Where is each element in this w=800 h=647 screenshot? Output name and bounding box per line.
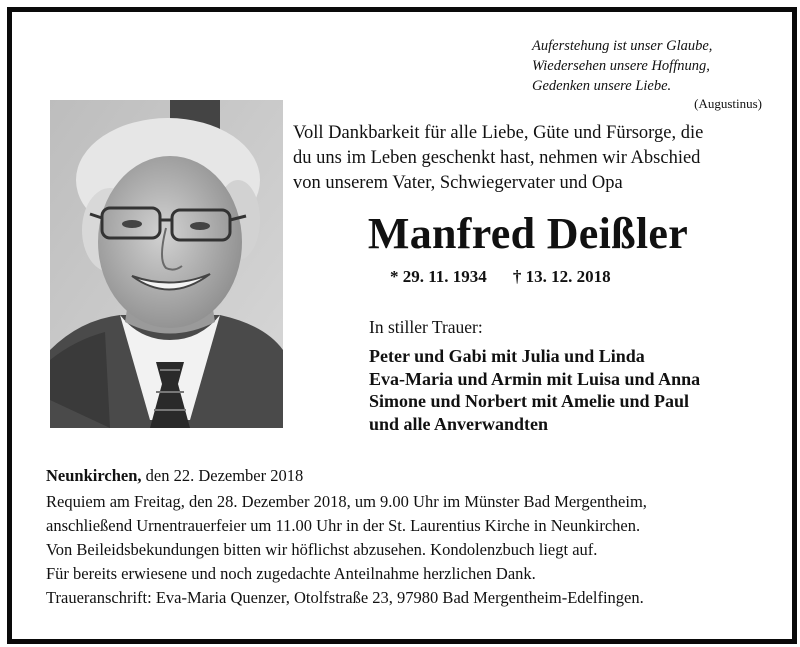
place-date-line [46,464,766,488]
address-line: Traueranschrift: Eva-Maria Quenzer, Otolfstraße 23, 97980 Bad Mergentheim-Edelfingen. [46,588,644,607]
notice-date: den 22. Dezember 2018 [141,466,304,485]
obituary-notice [12,12,792,639]
portrait-photo [50,100,283,428]
death-date: † 13. 12. 2018 [512,267,611,286]
intro-line: Voll Dankbarkeit für alle Liebe, Güte und Fürsorge, die [293,123,704,143]
portrait-illustration [50,100,283,428]
mourner-line: Peter und Gabi mit Julia und Linda [369,346,645,366]
motto-author: (Augustinus) [694,96,762,111]
thanks-line: Für bereits erwiesene und noch zugedachte Anteilnahme herzlichen Dank. [46,564,536,583]
deceased-name: Manfred Deißler [367,209,689,258]
funeral-details [46,464,766,610]
requiem-line: anschließend Urnentrauerfeier um 11.00 Uhr in der St. Laurentius Kirche in Neunkirchen. [46,516,641,535]
mourner-line: und alle Anverwandten [369,413,549,434]
life-dates [390,267,611,287]
birth-date: * 29. 11. 1934 [390,267,487,286]
mourners-list [369,345,700,435]
motto-quote [532,36,762,114]
intro-text [293,121,763,196]
mourner-line: Simone und Norbert mit Amelie und Paul [369,391,690,411]
place: Neunkirchen, [46,466,142,485]
notice-border [7,7,797,644]
condolences-line: Von Beileidsbekundungen bitten wir höflichst abzusehen. Kondolenzbuch liegt auf. [46,540,598,559]
intro-line: von unserem Vater, Schwiegervater und Opa [293,173,623,193]
mourner-line: Eva-Maria und Armin mit Luisa und Anna [369,368,701,389]
requiem-line: Requiem am Freitag, den 28. Dezember 2018, um 9.00 Uhr im Münster Bad Mergentheim, [46,492,647,511]
motto-line: Wiedersehen unsere Hoffnung, [532,58,710,74]
motto-line: Gedenken unsere Liebe. [532,78,672,94]
mourning-heading: In stiller Trauer: [369,317,483,337]
intro-line: du uns im Leben geschenkt hast, nehmen wir Abschied [293,148,701,168]
motto-line: Auferstehung ist unser Glaube, [532,38,713,54]
